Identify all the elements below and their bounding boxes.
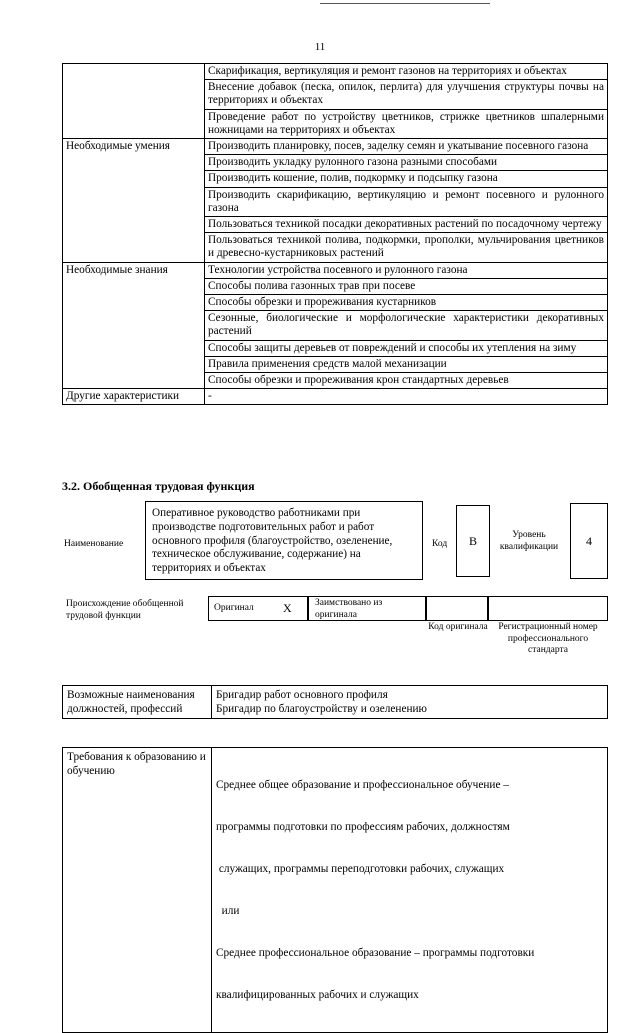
function-name-box: Оперативное руководство работниками при производстве подготовительных работ и работ основного профиля (благоустройство, озеленение, техническое обслуживание, содержание) на территориях и объектах: [145, 501, 423, 580]
position-item: Бригадир по благоустройству и озеленению: [216, 703, 427, 715]
education-line: программы подготовки по профессиям рабочих, должностям: [216, 821, 510, 833]
education-table: [62, 747, 608, 1033]
positions-values: [212, 686, 608, 719]
row-description: Производить кошение, полив, подкормку и подсыпку газона: [205, 171, 608, 187]
positions-label: Возможные наименования должностей, профессий: [63, 686, 212, 719]
education-line: Среднее общее образование и профессиональное обучение –: [216, 779, 509, 791]
row-description: Способы полива газонных трав при посеве: [205, 278, 608, 294]
row-description: -: [205, 389, 608, 405]
row-description: Способы обрезки и прореживания кустарников: [205, 295, 608, 311]
row-description: Сезонные, биологические и морфологические характеристики декоративных растений: [205, 311, 608, 340]
table-row: [63, 262, 608, 278]
page-number: 11: [314, 41, 326, 53]
level-label: Уровень квалификации: [499, 530, 559, 552]
row-description: Пользоваться техникой посадки декоративных растений по посадочному чертежу: [205, 217, 608, 233]
origin-label: Происхождение обобщенной трудовой функции: [66, 599, 184, 621]
original-label: Оригинал: [214, 603, 254, 613]
education-line: или: [216, 905, 240, 917]
section-title: 3.2. Обобщенная трудовая функция: [62, 479, 255, 493]
position-item: Бригадир работ основного профиля: [216, 689, 388, 701]
borrowed-label: Заимствовано из оригинала: [315, 598, 383, 620]
positions-table: [62, 685, 608, 719]
row-description: Технологии устройства посевного и рулонного газона: [205, 262, 608, 278]
row-label: [63, 64, 205, 139]
row-description: Проведение работ по устройству цветников, стрижке цветников шпалерными ножницами на территориях и объектах: [205, 109, 608, 138]
education-line: Среднее профессиональное образование – программы подготовки: [216, 947, 535, 959]
code-original-cell: [426, 596, 488, 621]
code-original-caption: Код оригинала: [428, 622, 488, 632]
name-label: Наименование: [64, 539, 124, 549]
reg-number-cell: [488, 596, 608, 621]
row-description: Производить планировку, посев, заделку семян и укатывание посевного газона: [205, 139, 608, 155]
code-label: Код: [432, 539, 448, 549]
row-label: Другие характеристики: [63, 389, 205, 405]
row-description: Производить укладку рулонного газона разными способами: [205, 155, 608, 171]
table-row: [63, 139, 608, 155]
row-description: Правила применения средств малой механизации: [205, 356, 608, 372]
original-mark: X: [283, 601, 292, 615]
row-label: Необходимые знания: [63, 262, 205, 389]
education-line: служащих, программы переподготовки рабочих, служащих: [216, 863, 505, 875]
education-label: Требования к образованию и обучению: [63, 748, 212, 1033]
row-description: Производить скарификацию, вертикуляцию и ремонт посевного и рулонного газона: [205, 187, 608, 216]
table-row: [63, 64, 608, 80]
table-row: [63, 389, 608, 405]
education-values: [212, 748, 608, 1033]
row-description: Скарификация, вертикуляция и ремонт газонов на территориях и объектах: [205, 64, 608, 80]
top-rule: [320, 3, 490, 4]
education-line: квалифицированных рабочих и служащих: [216, 989, 419, 1001]
row-description: Пользоваться техникой полива, подкормки, прополки, мульчирования цветников и древесно-кустарниковых растений: [205, 233, 608, 262]
row-description: Внесение добавок (песка, опилок, перлита) для улучшения структуры почвы на территориях и объектах: [205, 80, 608, 109]
level-value: 4: [570, 503, 608, 579]
row-label: Необходимые умения: [63, 139, 205, 263]
skills-knowledge-table: [62, 63, 608, 405]
code-value: B: [456, 505, 490, 577]
reg-number-caption: Регистрационный номер профессионального стандарта: [498, 622, 598, 655]
row-description: Способы обрезки и прореживания крон стандартных деревьев: [205, 373, 608, 389]
row-description: Способы защиты деревьев от повреждений и способы их утепления на зиму: [205, 340, 608, 356]
